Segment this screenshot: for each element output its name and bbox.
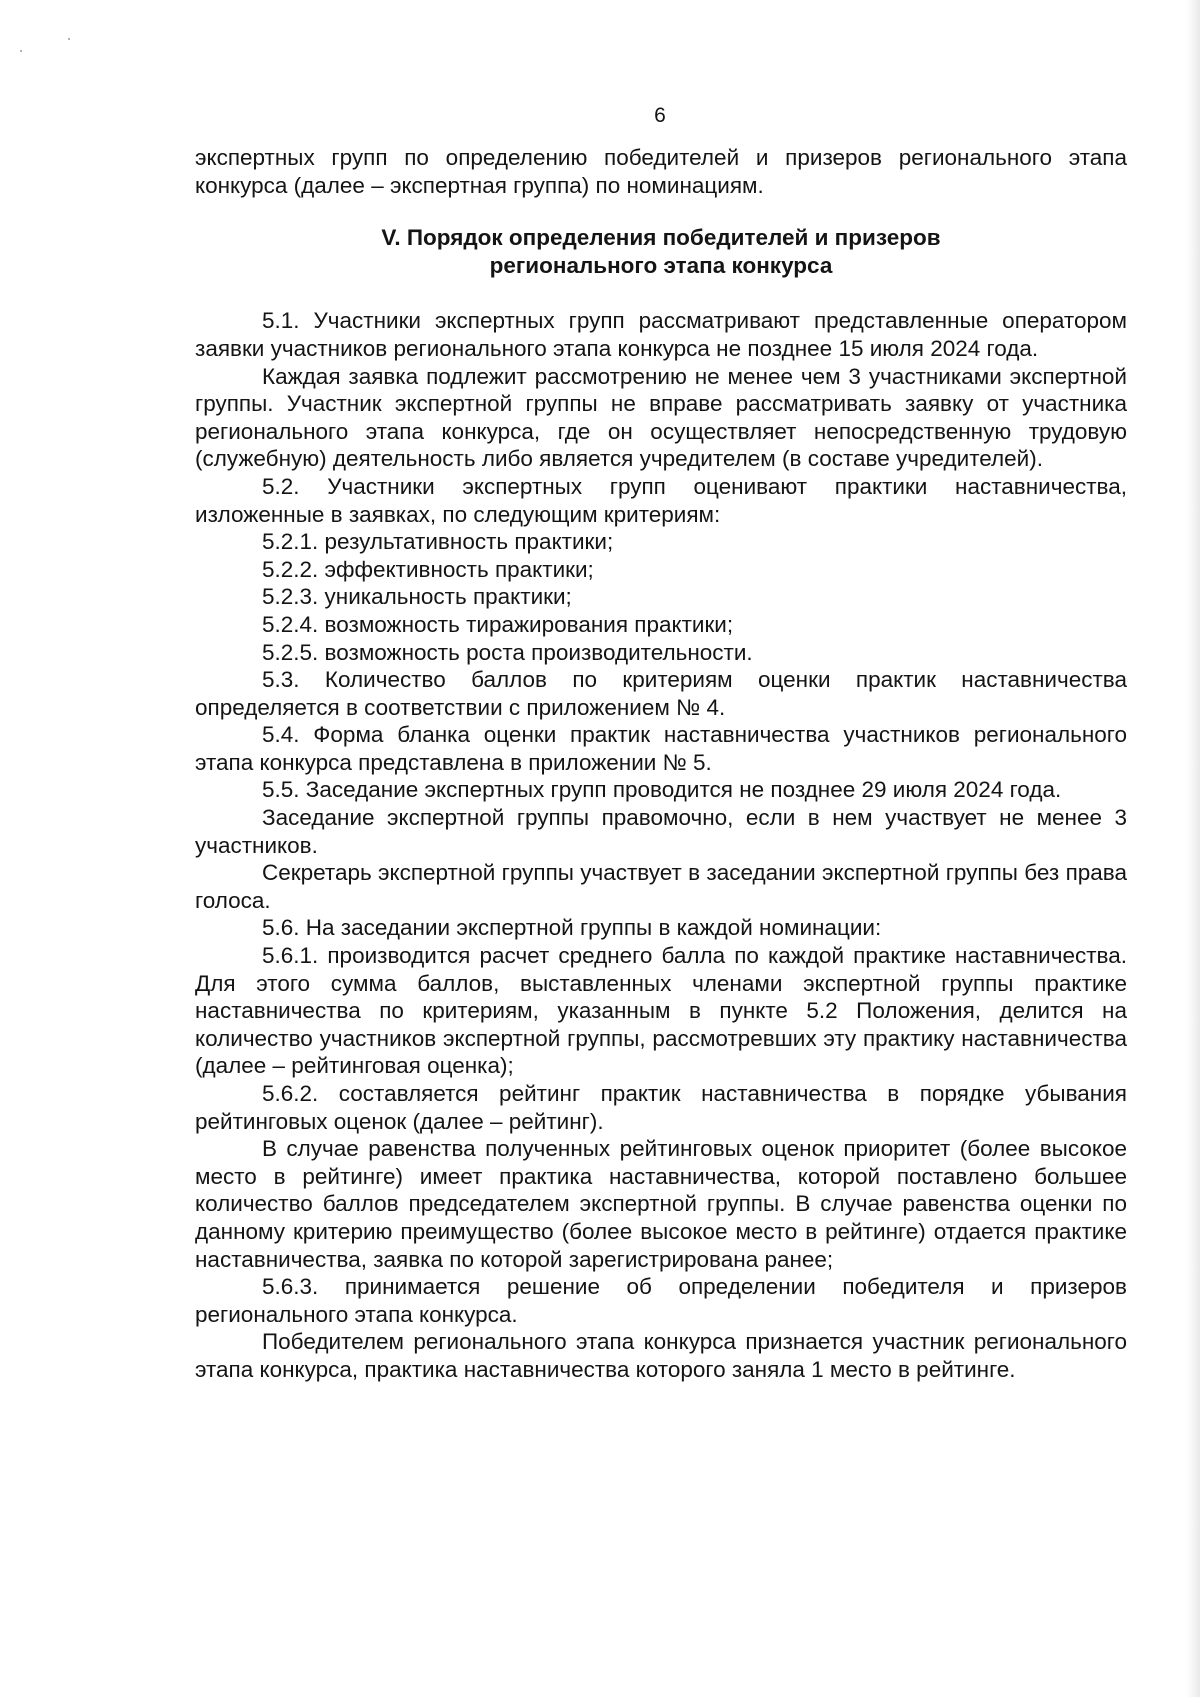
- paragraph-5-6-3: 5.6.3. принимается решение об определении победителя и призеров регионального этапа конкурса.: [195, 1274, 1127, 1327]
- criterion-item: 5.2.2. эффективность практики;: [262, 556, 594, 582]
- paragraph-5-5: 5.5. Заседание экспертных групп проводится не позднее 29 июля 2024 года.: [262, 777, 1062, 803]
- section-heading-line-2: регионального этапа конкурса: [489, 252, 833, 278]
- criterion-item: 5.2.5. возможность роста производительности.: [262, 639, 753, 665]
- section-heading: [195, 224, 1127, 279]
- paragraph-5-1: 5.1. Участники экспертных групп рассматривают представленные оператором заявки участников регионального этапа конкурса не позднее 15 июля 2024 года.: [195, 308, 1127, 361]
- paragraph-review: Каждая заявка подлежит рассмотрению не менее чем 3 участниками экспертной группы. Участник экспертной группы не вправе рассматривать заявку от участника регионального этапа конкурса, где он осуществляет непосредственную трудовую (служебную) деятельность либо является учредителем (в составе учредителей).: [195, 363, 1127, 472]
- paragraph-5-3: 5.3. Количество баллов по критериям оценки практик наставничества определяется в соответствии с приложением № 4.: [195, 667, 1127, 720]
- criterion-item: 5.2.4. возможность тиражирования практики;: [262, 611, 734, 637]
- scan-edge-shadow: [1186, 0, 1200, 1697]
- paragraph-quorum: Заседание экспертной группы правомочно, если в нем участвует не менее 3 участников.: [195, 805, 1127, 858]
- scan-speck: [68, 38, 70, 40]
- section-heading-line-1: V. Порядок определения победителей и призеров: [381, 225, 941, 251]
- page-number: 6: [654, 104, 666, 127]
- paragraph-tie-break: В случае равенства полученных рейтинговых оценок приоритет (более высокое место в рейтинге) имеет практика наставничества, которой поставлено большее количество баллов председателем экспертной группы. В случае равенства оценки по данному критерию преимущество (более высокое место в рейтинге) отдается практике наставничества, заявка по которой зарегистрирована ранее;: [195, 1136, 1127, 1272]
- paragraph-5-6-2: 5.6.2. составляется рейтинг практик наставничества в порядке убывания рейтинговых оценок (далее – рейтинг).: [195, 1081, 1127, 1134]
- paragraph-5-6: 5.6. На заседании экспертной группы в каждой номинации:: [262, 915, 882, 941]
- paragraph-winner: Победителем регионального этапа конкурса признается участник регионального этапа конкурса, практика наставничества которого заняла 1 место в рейтинге.: [195, 1329, 1127, 1382]
- intro-paragraph: экспертных групп по определению победителей и призеров регионального этапа конкурса (далее – экспертная группа) по номинациям.: [195, 145, 1127, 198]
- criterion-item: 5.2.3. уникальность практики;: [262, 584, 572, 610]
- document-body: [195, 144, 1127, 1384]
- paragraph-5-4: 5.4. Форма бланка оценки практик наставничества участников регионального этапа конкурса представлена в приложении № 5.: [195, 722, 1127, 775]
- paragraph-5-2: 5.2. Участники экспертных групп оценивают практики наставничества, изложенные в заявках, по следующим критериям:: [195, 473, 1127, 527]
- paragraph-secretary: Секретарь экспертной группы участвует в заседании экспертной группы без права голоса.: [195, 860, 1127, 913]
- scan-speck: [20, 50, 22, 52]
- criterion-item: 5.2.1. результативность практики;: [262, 529, 614, 555]
- paragraph-5-6-1: 5.6.1. производится расчет среднего балла по каждой практике наставничества. Для этого сумма баллов, выставленных членами экспертной группы практике наставничества по критериям, указанным в пункте 5.2 Положения, делится на количество участников экспертной группы, рассмотревших эту практику наставничества (далее – рейтинговая оценка);: [195, 943, 1127, 1079]
